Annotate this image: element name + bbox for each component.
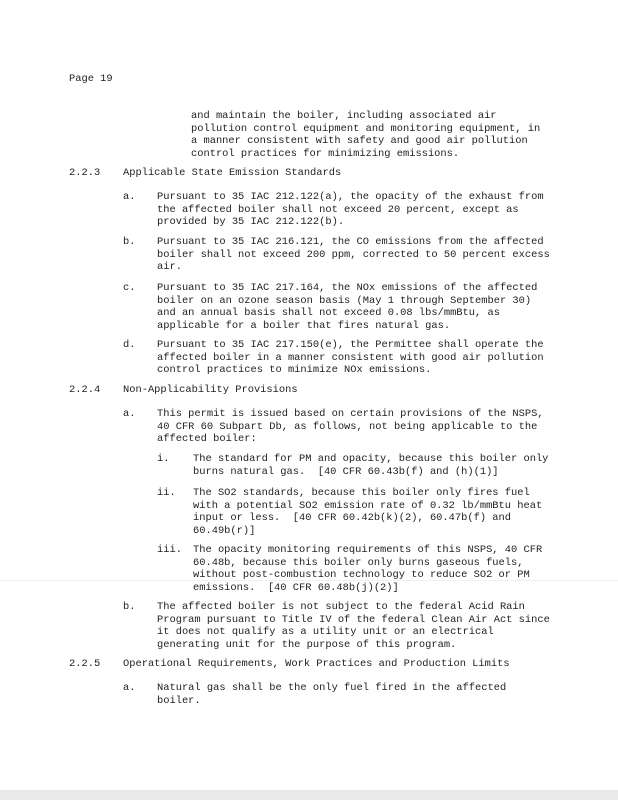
subitem-label: ii. (157, 487, 176, 499)
item-label: b. (123, 236, 136, 248)
section-title: Non-Applicability Provisions (123, 384, 298, 396)
subitem-text: The standard for PM and opacity, because this boiler only burns natural gas. [40 CFR 60.43b(f) and (h)(1)] (193, 453, 549, 478)
item-text: This permit is issued based on certain provisions of the NSPS, 40 CFR 60 Subpart Db, as follows, not being applicable to the affected boiler: (157, 408, 544, 445)
item-label: d. (123, 339, 136, 351)
subitem-label: iii. (157, 544, 182, 556)
subitem-text: The opacity monitoring requirements of this NSPS, 40 CFR 60.48b, because this boiler only burns gaseous fuels, without post-combustion technology to reduce SO2 or PM emissions. [40 CFR 60.48b(j)(2)] (193, 544, 543, 594)
item-label: a. (123, 191, 136, 203)
item-text: Natural gas shall be the only fuel fired in the affected boiler. (157, 682, 507, 707)
item-text: Pursuant to 35 IAC 212.122(a), the opacity of the exhaust from the affected boiler shall not exceed 20 percent, except as provided by 35 IAC 212.122(b). (157, 191, 544, 228)
page-label: Page 19 (69, 73, 113, 85)
scan-bottom-edge (0, 790, 618, 800)
item-text: The affected boiler is not subject to the federal Acid Rain Program pursuant to Title IV of the federal Clean Air Act since it does not qualify as a utility unit or an electrical generating unit for the purpose of this program. (157, 601, 550, 651)
item-label: a. (123, 682, 136, 694)
item-label: a. (123, 408, 136, 420)
section-number: 2.2.3 (69, 167, 101, 179)
continuation-text: and maintain the boiler, including associated air pollution control equipment and monitoring equipment, in a manner consistent with safety and good air pollution control practices for minimizing emissions. (191, 110, 541, 160)
item-text: Pursuant to 35 IAC 216.121, the CO emissions from the affected boiler shall not exceed 200 ppm, corrected to 50 percent excess air. (157, 236, 550, 273)
subitem-text: The SO2 standards, because this boiler only fires fuel with a potential SO2 emission rate of 0.32 lb/mmBtu heat input or less. [40 CFR 60.42b(k)(2), 60.47b(f) and 60.49b(r)] (193, 487, 543, 537)
item-label: b. (123, 601, 136, 613)
item-label: c. (123, 282, 136, 294)
section-number: 2.2.4 (69, 384, 101, 396)
subitem-label: i. (157, 453, 170, 465)
section-title: Applicable State Emission Standards (123, 167, 342, 179)
section-title: Operational Requirements, Work Practices and Production Limits (123, 658, 510, 670)
section-number: 2.2.5 (69, 658, 101, 670)
item-text: Pursuant to 35 IAC 217.164, the NOx emissions of the affected boiler on an ozone season basis (May 1 through September 30) and an annual basis shall not exceed 0.08 lbs/mmBtu, as applicable for a boiler that fires natural gas. (157, 282, 538, 332)
item-text: Pursuant to 35 IAC 217.150(e), the Permittee shall operate the affected boiler in a manner consistent with good air pollution control practices to minimize NOx emissions. (157, 339, 544, 376)
